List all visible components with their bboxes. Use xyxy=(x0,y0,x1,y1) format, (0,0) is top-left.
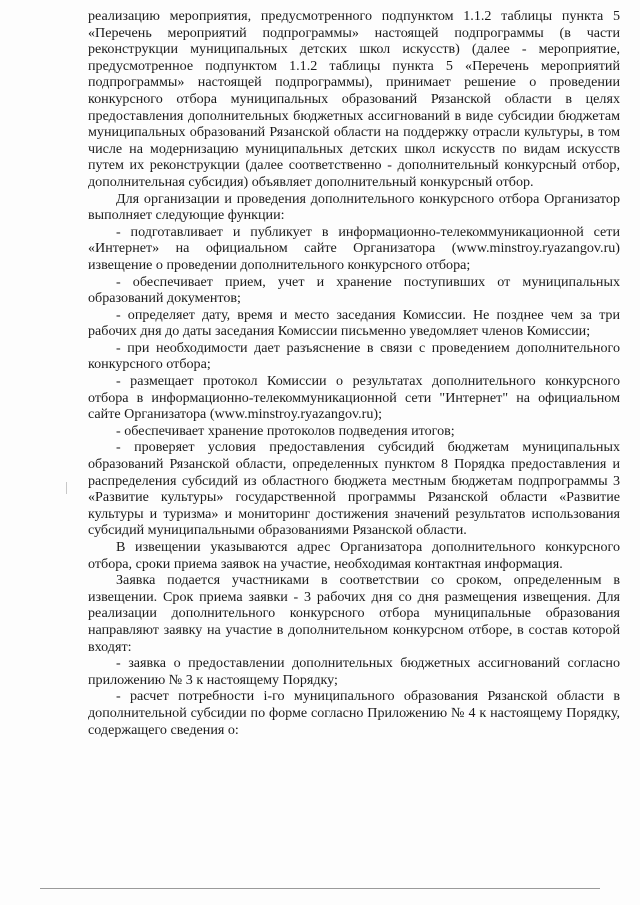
list-item-publish-notice: - подготавливает и публикует в информационно-телекоммуникационной сети «Интернет» на официальном сайте Организатора (www.minstroy.ryazangov.ru) извещение о проведении дополнительного конкурсного отбора; xyxy=(88,223,620,273)
list-item-receive-documents: - обеспечивает прием, учет и хранение поступивших от муниципальных образований документов; xyxy=(88,273,620,307)
scan-margin-mark xyxy=(66,482,67,494)
list-item-meeting-date: - определяет дату, время и место заседания Комиссии. Не позднее чем за три рабочих дня до даты заседания Комиссии письменно уведомляет членов Комиссии; xyxy=(88,306,620,340)
list-item-application-form: - заявка о предоставлении дополнительных бюджетных ассигнований согласно приложению № 3 к настоящему Порядку; xyxy=(88,655,620,688)
list-item-check-conditions: - проверяет условия предоставления субсидий бюджетам муниципальных образований Рязанской области, определенных пунктом 8 Порядка предоставления и распределения субсидий из областного бюджета местным бюджетам подпрограммы 3 «Развитие культуры» государственной программы Рязанской области «Развитие культуры и туризма» и мониторинг достижения значений результатов использования субсидий муниципальными образованиями Рязанской области. xyxy=(88,439,620,539)
paragraph-functions-intro: Для организации и проведения дополнительного конкурсного отбора Организатор выполняет следующие функции: xyxy=(88,190,620,224)
bottom-scan-line xyxy=(40,888,600,889)
paragraph-notice-contents: В извещении указываются адрес Организатора дополнительного конкурсного отбора, сроки приема заявок на участие, необходимая контактная информация. xyxy=(88,539,620,572)
paragraph-application-terms: Заявка подается участниками в соответствии со сроком, определенным в извещении. Срок приема заявки - 3 рабочих дня со дня размещения извещения. Для реализации дополнительного конкурсного отбора муниципальные образования направляют заявку на участие в дополнительном конкурсном отборе, в состав которой входят: xyxy=(88,572,620,655)
list-item-publish-protocol: - размещает протокол Комиссии о результатах дополнительного конкурсного отбора в информационно-телекоммуникационной сети "Интернет" на официальном сайте Организатора (www.minstroy.ryazangov.ru); xyxy=(88,373,620,423)
document-body xyxy=(88,8,620,738)
list-item-clarification: - при необходимости дает разъяснение в связи с проведением дополнительного конкурсного отбора; xyxy=(88,339,620,373)
paragraph-continuation: реализацию мероприятия, предусмотренного подпунктом 1.1.2 таблицы пункта 5 «Перечень мероприятий подпрограммы» настоящей подпрограммы (в части реконструкции муниципальных детских школ искусств) (далее - мероприятие, предусмотренное подпунктом 1.1.2 таблицы пункта 5 «Перечень мероприятий подпрограммы» настоящей подпрограммы), принимает решение о проведении конкурсного отбора муниципальных образований Рязанской области в целях предоставления дополнительных бюджетных ассигнований в виде субсидии бюджетам муниципальных образований Рязанской области на поддержку отрасли культуры, в том числе на модернизацию муниципальных детских школ искусств по видам искусств путем их реконструкции (далее соответственно - дополнительный конкурсный отбор, дополнительная субсидия) объявляет дополнительный конкурсный отбор. xyxy=(88,8,620,190)
list-item-need-calculation: - расчет потребности i-го муниципального образования Рязанской области в дополнительной субсидии по форме согласно Приложению № 4 к настоящему Порядку, содержащего сведения о: xyxy=(88,688,620,738)
list-item-store-protocols: - обеспечивает хранение протоколов подведения итогов; xyxy=(116,422,455,439)
